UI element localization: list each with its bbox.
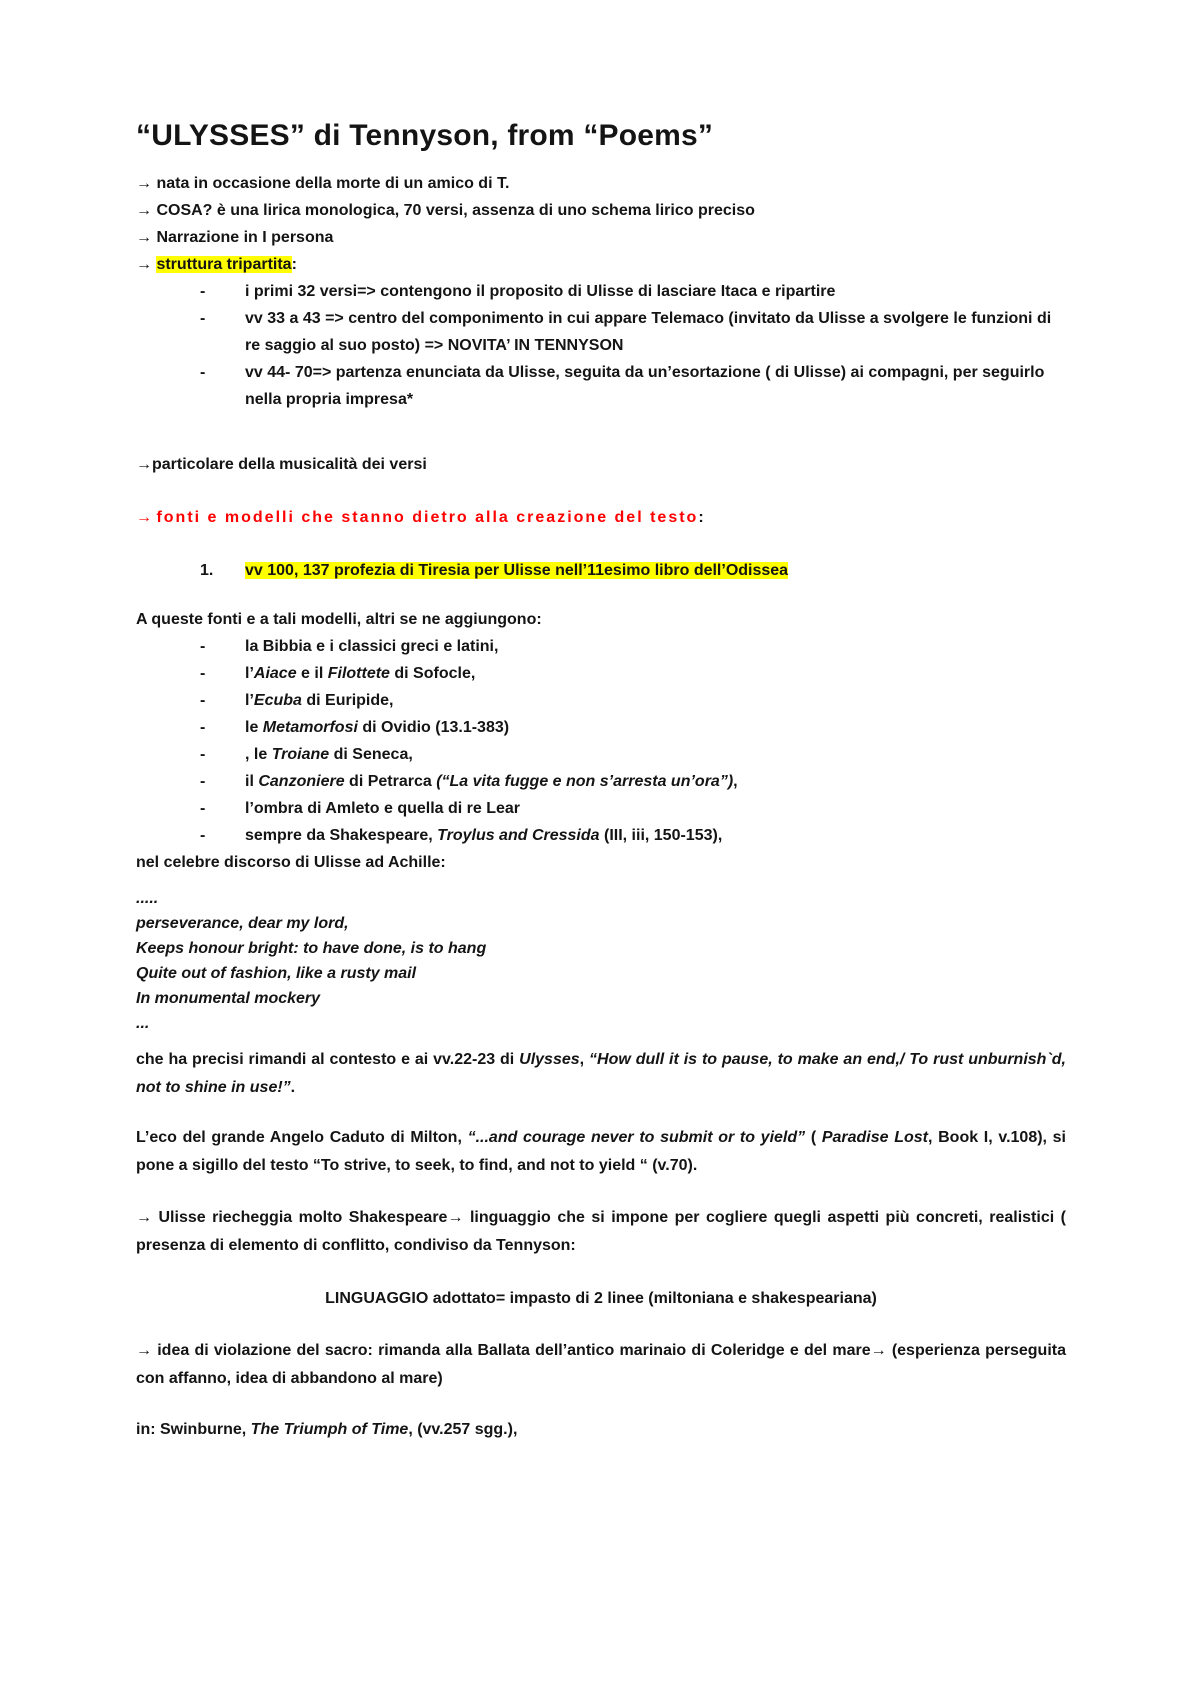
paragraph-milton (136, 1124, 1066, 1180)
note-line-cosa: → COSA? è una lirica monologica, 70 versi, assenza di uno schema lirico preciso (136, 202, 755, 219)
quote-line-ellipsis-close: ... (136, 1015, 150, 1032)
text-segment: , (733, 773, 738, 790)
dash-bullet: - (200, 665, 206, 682)
note-line-linguaggio: LINGUAGGIO adottato= impasto di 2 linee (miltoniana e shakespeariana) (325, 1290, 877, 1307)
text-segment: Canzoniere (258, 773, 345, 790)
dash-bullet: - (200, 638, 206, 655)
numbered-item-text (245, 557, 1066, 584)
document-title: “ULYSSES” di Tennyson, from “Poems” (136, 119, 714, 152)
text-segment: e il (296, 665, 328, 682)
text-segment: l’ (245, 692, 254, 709)
list-item-ovidio (136, 714, 1066, 741)
text-segment: la Bibbia e i classici greci e latini, (245, 638, 499, 655)
text-segment: Aiace (253, 665, 297, 682)
dash-bullet: - (200, 692, 206, 709)
paragraph-shakespeare (136, 1204, 1066, 1260)
text-segment: : (698, 509, 704, 526)
text-segment: , le (245, 746, 272, 763)
text-segment: → (136, 509, 157, 526)
note-line-struttura (136, 251, 1066, 278)
list-item-text (245, 795, 1066, 822)
dash-bullet: - (200, 364, 206, 381)
dash-bullet: - (200, 719, 206, 736)
text-segment: in: Swinburne, (136, 1421, 251, 1438)
list-item-text (245, 305, 1066, 359)
text-segment: vv 33 a 43 => centro del componimento in cui appare Telemaco (invitato da Ulisse a svolgere le funzioni di re saggio al suo posto) => NOVITA’ IN TENNYSON (245, 310, 1052, 354)
numbered-list-item-tiresia (136, 557, 1066, 584)
text-segment: “How dull it is to pause, to make an end,/ To rust unburnish`d, not to shine in use!” (136, 1051, 1066, 1096)
note-line-narrazione: → Narrazione in I persona (136, 229, 334, 246)
quote-line: In monumental mockery (136, 990, 321, 1007)
list-number: 1. (200, 562, 214, 579)
text-segment: Paradise Lost (821, 1129, 928, 1146)
note-line-swinburne (136, 1416, 1066, 1444)
quote-line: Quite out of fashion, like a rusty mail (136, 965, 417, 982)
list-item-petrarca (136, 768, 1066, 795)
text-segment: (III, iii, 150-153), (599, 827, 723, 844)
note-line-amico: → nata in occasione della morte di un amico di T. (136, 175, 510, 192)
dash-bullet: - (200, 746, 206, 763)
text-segment: , Book I, v.108), si pone a sigillo del testo “To strive, to seek, to find, and not to yield “ (v.70). (136, 1129, 1067, 1174)
text-segment: Troylus and Cressida (437, 827, 600, 844)
text-segment: le (245, 719, 263, 736)
list-item-versi-33-43 (136, 305, 1066, 359)
text-segment: vv 44- 70=> partenza enunciata da Ulisse, seguita da un’esortazione ( di Ulisse) ai compagni, per seguirlo nella propria impresa* (245, 364, 1045, 408)
dash-bullet: - (200, 283, 206, 300)
note-line-discorso: nel celebre discorso di Ulisse ad Achille: (136, 854, 446, 871)
text-segment: sempre da Shakespeare, (245, 827, 438, 844)
text-segment: fonti e modelli che stanno dietro alla creazione del testo (156, 509, 699, 526)
text-segment: il (245, 773, 259, 790)
quote-line: perseverance, dear my lord, (136, 915, 349, 932)
text-segment: ( (805, 1129, 822, 1146)
text-segment: → idea di violazione del sacro: rimanda alla Ballata dell’antico marinaio di Coleridge e del mare→ (esperienza perseguita con affanno, idea di abbandono al mare) (136, 1342, 1066, 1387)
text-segment: di Petrarca (344, 773, 437, 790)
text-segment: L’eco del grande Angelo Caduto di Milton, (136, 1129, 468, 1146)
text-segment: l’ (245, 665, 254, 682)
list-item-text (245, 822, 1066, 849)
note-line-aggiungono: A queste fonti e a tali modelli, altri se ne aggiungono: (136, 611, 542, 628)
text-segment: Ulysses (519, 1051, 580, 1068)
text-segment: Filottete (327, 665, 390, 682)
list-item-text (245, 278, 1066, 305)
text-segment: “...and courage never to submit or to yield” (467, 1129, 806, 1146)
text-segment: di Seneca, (329, 746, 413, 763)
list-item-text (245, 687, 1066, 714)
list-item-text (245, 741, 1066, 768)
text-segment: Ecuba (253, 692, 302, 709)
list-item-text (245, 768, 1066, 795)
text-segment: , (579, 1051, 590, 1068)
list-item-text (245, 714, 1066, 741)
list-item-versi-44-70 (136, 359, 1066, 413)
list-item-bibbia (136, 633, 1066, 660)
section-heading-fonti (136, 504, 1066, 531)
paragraph-rimandi (136, 1046, 1066, 1102)
text-segment: . (290, 1079, 296, 1096)
text-segment: Metamorfosi (262, 719, 358, 736)
text-segment: di Sofocle, (389, 665, 476, 682)
list-item-versi-1-32 (136, 278, 1066, 305)
text-segment: The Triumph of Time (250, 1421, 409, 1438)
list-item-euripide (136, 687, 1066, 714)
dash-bullet: - (200, 800, 206, 817)
dash-bullet: - (200, 773, 206, 790)
list-item-troylus (136, 822, 1066, 849)
dash-bullet: - (200, 310, 206, 327)
text-segment: vv 100, 137 profezia di Tiresia per Ulisse nell’11esimo libro dell’Odissea (245, 562, 789, 579)
text-segment: → (136, 256, 157, 273)
quote-line-ellipsis-open: ..... (136, 890, 159, 907)
text-segment: → Ulisse riecheggia molto Shakespeare→ linguaggio che si impone per cogliere quegli aspetti più concreti, realistici ( presenza di elemento di conflitto, condiviso da Tennyson: (136, 1209, 1066, 1254)
quote-line: Keeps honour bright: to have done, is to hang (136, 940, 487, 957)
list-item-seneca (136, 741, 1066, 768)
text-segment: di Ovidio (13.1-383) (357, 719, 510, 736)
text-segment: : (291, 256, 297, 273)
list-item-amleto-lear (136, 795, 1066, 822)
text-segment: che ha precisi rimandi al contesto e ai vv.22-23 di (136, 1051, 520, 1068)
text-segment: Troiane (271, 746, 330, 763)
text-segment: i primi 32 versi=> contengono il proposito di Ulisse di lasciare Itaca e ripartire (245, 283, 836, 300)
text-segment: , (vv.257 sgg.), (408, 1421, 518, 1438)
quote-block-achille (136, 886, 1066, 1036)
dash-bullet: - (200, 827, 206, 844)
text-segment: (“La vita fugge e non s’arresta un’ora”) (436, 773, 734, 790)
list-item-text (245, 633, 1066, 660)
note-line-musicalita: →particolare della musicalità dei versi (136, 456, 427, 473)
list-item-text (245, 660, 1066, 687)
text-segment: di Euripide, (301, 692, 394, 709)
paragraph-violazione (136, 1337, 1066, 1393)
list-item-text (245, 359, 1066, 413)
list-item-sofocle (136, 660, 1066, 687)
text-segment: struttura tripartita (156, 256, 292, 273)
text-segment: l’ombra di Amleto e quella di re Lear (245, 800, 521, 817)
